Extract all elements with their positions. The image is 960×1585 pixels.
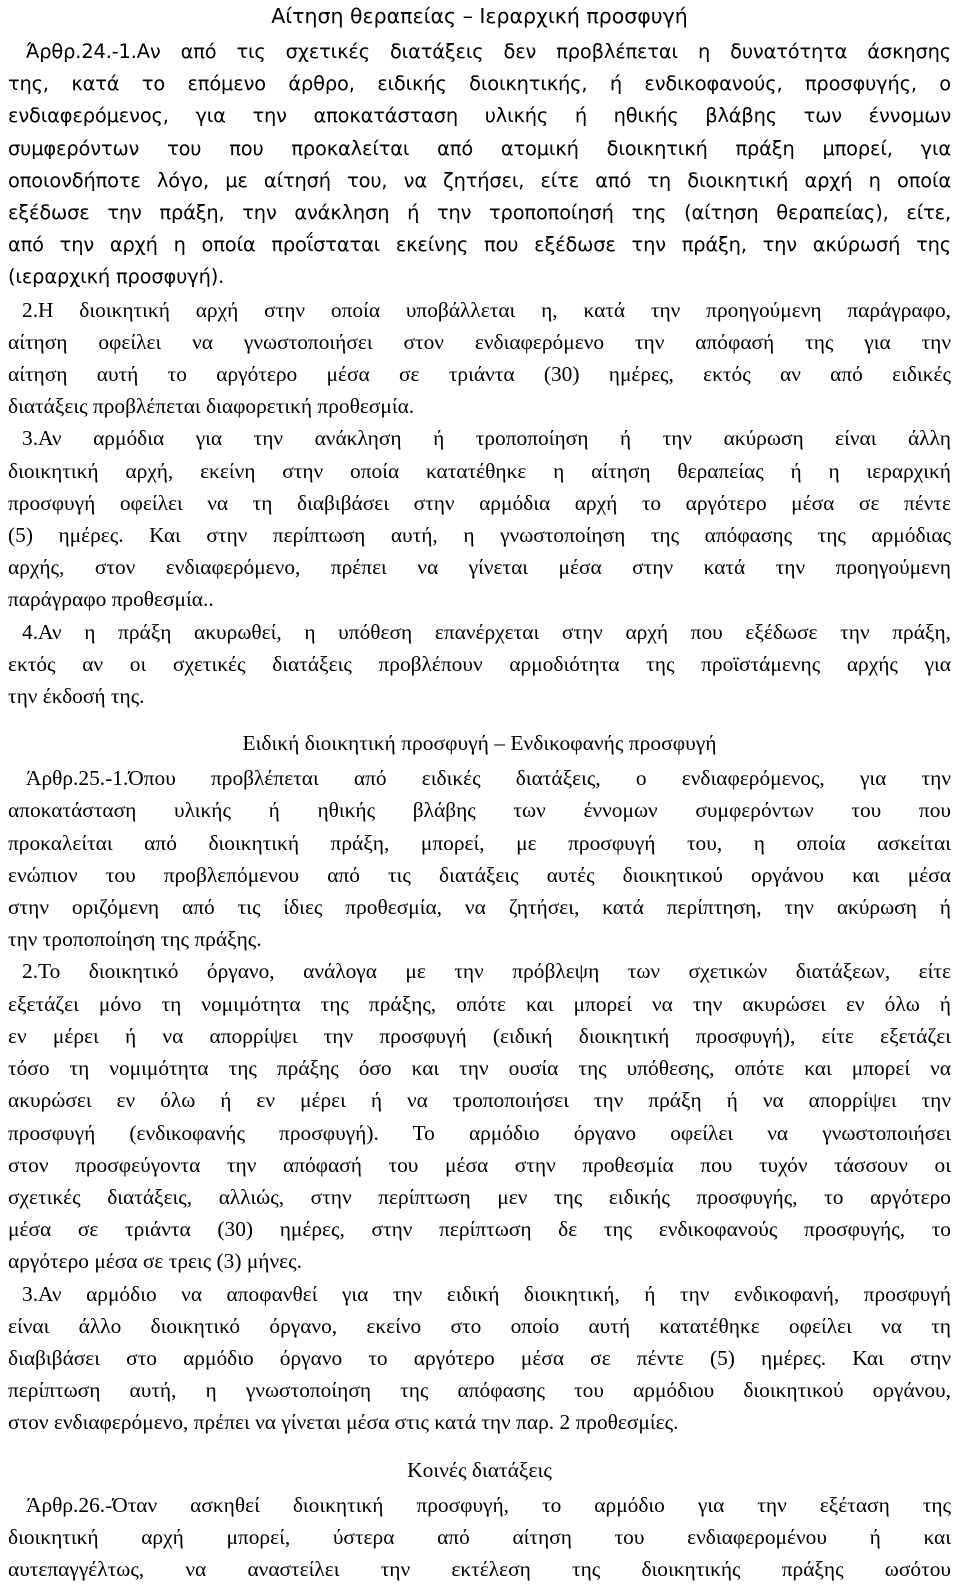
text-line: Άρθρ.25.-1.Όπου προβλέπεται από ειδικές διατάξεις, ο ενδιαφερόμενος, για την <box>26 766 951 791</box>
text-line: προκαλείται από διοικητική πράξη, μπορεί, με προσφυγή του, η οποία ασκείται <box>8 830 951 855</box>
text-line: περίπτωση αυτή, η γνωστοποίηση της απόφασης του αρμόδιου διοικητικού οργάνου, <box>8 1378 951 1403</box>
text-line: είναι άλλο διοικητικό όργανο, εκείνο στο οποίο αυτή κατατέθηκε οφείλει να τη <box>8 1313 951 1338</box>
text-line: ακυρώσει εν όλω ή εν μέρει ή να τροποποιήσει την πράξη ή να απορρίψει την <box>8 1088 951 1113</box>
text-line: 2.Το διοικητικό όργανο, ανάλογα με την πρόβλεψη των σχετικών διατάξεων, είτε <box>22 959 951 984</box>
article-24-paragraph-3 <box>8 422 951 615</box>
text-line: συμφερόντων του που προκαλείται από ατομική διοικητική πράξη μπορεί, για <box>8 136 951 160</box>
article-25-paragraph-1 <box>8 762 951 955</box>
heading-petition-hierarchical-appeal: Αίτηση θεραπείας – Ιεραρχική προσφυγή <box>271 4 688 28</box>
text-line: ενώπιον του προβλεπόμενου από τις διατάξεις αυτές διοικητικού οργάνου και μέσα <box>8 862 951 887</box>
article-25-paragraph-3 <box>8 1278 951 1439</box>
text-line: αρχής, στον ενδιαφερόμενο, πρέπει να γίνεται μέσα στην κατά την προηγούμενη <box>8 555 951 580</box>
text-line: αίτηση αυτή το αργότερο μέσα σε τριάντα (30) ημέρες, εκτός αν από ειδικές <box>8 362 951 387</box>
text-line: (5) ημέρες. Και στην περίπτωση αυτή, η γνωστοποίηση της απόφασης της αρμόδιας <box>8 523 951 548</box>
text-line: διατάξεις προβλέπεται διαφορετική προθεσμία. <box>8 394 415 419</box>
text-line: 4.Αν η πράξη ακυρωθεί, η υπόθεση επανέρχεται στην αρχή που εξέδωσε την πράξη, <box>22 619 951 644</box>
text-line: στην οριζόμενη από τις ίδιες προθεσμία, να ζητήσει, κατά περίπτηση, την ακύρωση ή <box>8 895 951 920</box>
text-line: στον προσφεύγοντα την απόφασή του μέσα στην προθεσμία που τυχόν τάσσουν οι <box>8 1152 951 1177</box>
text-line: της, κατά το επόμενο άρθρο, ειδικής διοικητικής, ή ενδικοφανούς, προσφυγής, ο <box>8 72 951 96</box>
text-line: αυτεπαγγέλτως, να αναστείλει την εκτέλεση της διοικητικής πράξης ωσότου <box>8 1556 951 1581</box>
text-line: παράγραφο προθεσμία.. <box>8 587 214 612</box>
text-line: αίτηση οφείλει να γνωστοποιήσει στον ενδιαφερόμενο την απόφασή της για την <box>8 329 951 354</box>
text-line: από την αρχή η οποία προΐσταται εκείνης που εξέδωσε την πράξη, την ακύρωσή της <box>8 233 951 257</box>
article-25-paragraph-2 <box>8 955 951 1277</box>
text-line: σχετικές διατάξεις, αλλιώς, στην περίπτωση μεν της ειδικής προσφυγής, το αργότερο <box>8 1184 951 1209</box>
text-line: εξέδωσε την πράξη, την ανάκληση ή την τροποποίησή της (αίτηση θεραπείας), είτε, <box>8 201 951 225</box>
article-24-paragraph-1-body <box>8 68 951 293</box>
article-24-paragraph-4 <box>8 616 951 713</box>
article-24-paragraph-2 <box>8 294 951 423</box>
text-line: προσφυγή (ενδικοφανής προσφυγή). Το αρμόδιο όργανο οφείλει να γνωστοποιήσει <box>8 1120 951 1145</box>
text-line: την τροποποίηση της πράξης. <box>8 927 262 952</box>
text-line: αποκατάσταση υλικής ή ηθικής βλάβης των έννομων συμφερόντων του που <box>8 798 951 823</box>
article-26-paragraph-1 <box>8 1489 951 1585</box>
text-line: τόσο τη νομιμότητα της πράξης όσο και την ουσία της υπόθεσης, οπότε και μπορεί να <box>8 1056 951 1081</box>
text-line: προσφυγή οφείλει να τη διαβιβάσει στην αρμόδια αρχή το αργότερο μέσα σε πέντε <box>8 490 951 515</box>
text-line: την έκδοσή της. <box>8 684 145 709</box>
text-line: διοικητική αρχή μπορεί, ύστερα από αίτηση του ενδιαφερομένου ή και <box>8 1524 951 1549</box>
text-line: εκτός αν οι σχετικές διατάξεις προβλέπουν αρμοδιότητα της προϊστάμενης αρχής για <box>8 651 951 676</box>
article-24-paragraph-1 <box>8 36 951 68</box>
text-line: (ιεραρχική προσφυγή). <box>8 265 225 289</box>
text-line: αργότερο μέσα σε τρεις (3) μήνες. <box>8 1249 302 1274</box>
text-line: διαβιβάσει στο αρμόδιο όργανο το αργότερο μέσα σε πέντε (5) ημέρες. Και στην <box>8 1345 951 1370</box>
heading-special-administrative-appeal: Ειδική διοικητική προσφυγή – Ενδικοφανής προσφυγή <box>242 731 717 756</box>
text-line: διοικητική αρχή, εκείνη στην οποία κατατέθηκε η αίτηση θεραπείας ή η ιεραρχική <box>8 458 951 483</box>
heading-common-provisions: Κοινές διατάξεις <box>407 1457 552 1482</box>
text-line: εν μέρει ή να απορρίψει την προσφυγή (ειδική διοικητική προσφυγή), είτε εξετάζει <box>8 1023 951 1048</box>
text-line: ενδιαφερόμενος, για την αποκατάσταση υλικής ή ηθικής βλάβης των έννομων <box>8 104 951 128</box>
text-line: μέσα σε τριάντα (30) ημέρες, στην περίπτωση δε της ενδικοφανούς προσφυγής, το <box>8 1217 951 1242</box>
text-line: 3.Αν αρμόδιο να αποφανθεί για την ειδική διοικητική, ή την ενδικοφανή, προσφυγή <box>22 1281 951 1306</box>
text-line: Άρθρ.24.-1.Αν από τις σχετικές διατάξεις δεν προβλέπεται η δυνατότητα άσκησης <box>26 40 951 63</box>
text-line: 2.Η διοικητική αρχή στην οποία υποβάλλεται η, κατά την προηγούμενη παράγραφο, <box>22 297 951 322</box>
text-line: στον ενδιαφερόμενο, πρέπει να γίνεται μέσα στις κατά την παρ. 2 προθεσμίες. <box>8 1410 679 1435</box>
text-line: οποιονδήποτε λόγο, με αίτησή του, να ζητήσει, είτε από τη διοικητική αρχή η οποία <box>8 168 951 192</box>
text-line: 3.Αν αρμόδια για την ανάκληση ή τροποποίηση ή την ακύρωση είναι άλλη <box>22 426 951 451</box>
text-line: εξετάζει μόνο τη νομιμότητα της πράξης, οπότε και μπορεί να την ακυρώσει εν όλω ή <box>8 991 951 1016</box>
text-line: Άρθρ.26.-Όταν ασκηθεί διοικητική προσφυγή, το αρμόδιο για την εξέταση της <box>26 1492 951 1517</box>
